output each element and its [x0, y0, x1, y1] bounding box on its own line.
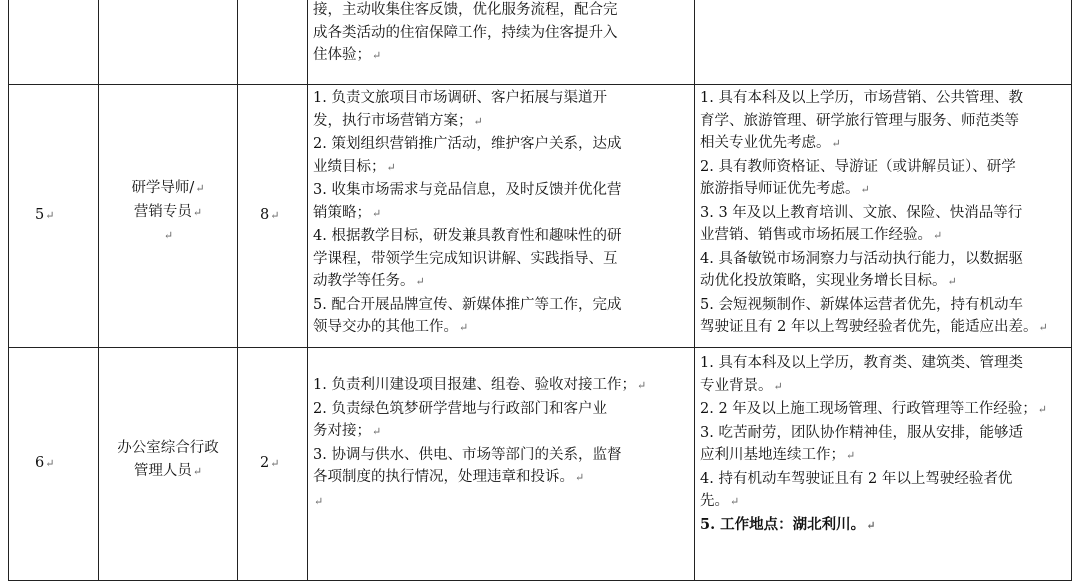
- duties-cell: [308, 85, 695, 348]
- duty-line: 接，主动收集住客反馈，优化服务流程，配合完: [313, 2, 618, 18]
- count-cell: 2↵: [238, 348, 308, 581]
- duty-line: 2. 策划组织营销推广活动，维护客户关系，达成: [313, 136, 622, 152]
- position-title: 研学导师/↵: [131, 180, 205, 196]
- duty-line: 5. 配合开展品牌宣传、新媒体推广等工作，完成: [313, 296, 622, 313]
- requirement-line: 业营销、销售或市场拓展工作经验。↵: [700, 227, 943, 243]
- duties-cell: [308, 0, 695, 85]
- count-cell: [238, 0, 308, 85]
- duty-line: 2. 负责绿色筑梦研学营地与行政部门和客户业: [313, 400, 607, 417]
- requirement-line: 4. 具备敏锐市场洞察力与活动执行能力，以数据驱: [700, 250, 1023, 267]
- duty-line: 销策略；↵: [313, 204, 382, 221]
- requirement-line: 2. 具有教师资格证、导游证（或讲解员证）、研学: [700, 158, 1016, 175]
- requirement-line: 先。↵: [700, 493, 740, 509]
- duty-line: 发，执行市场营销方案；↵: [313, 112, 483, 129]
- requirement-line: 1. 具有本科及以上学历，教育类、建筑类、管理类: [700, 355, 1023, 371]
- position-title: 办公室综合行政: [117, 440, 219, 457]
- requirements-cell: [695, 0, 1072, 85]
- position-title: 管理人员↵: [133, 462, 203, 479]
- requirement-line: 3. 吃苦耐劳，团队协作精神佳，服从安排，能够适: [700, 424, 1023, 441]
- position-title: 营销专员↵: [133, 203, 203, 220]
- row-index: 5: [35, 207, 45, 224]
- requirement-line: 2. 2 年及以上施工现场管理、行政管理等工作经验；↵: [700, 401, 1047, 417]
- duty-line: 4. 根据教学目标，研发兼具教育性和趣味性的研: [313, 228, 622, 244]
- paragraph-mark: ↵: [372, 49, 382, 62]
- requirement-line: 专业背景。↵: [700, 377, 783, 394]
- position-cell: [99, 85, 238, 348]
- table-row: [9, 85, 1072, 348]
- duty-line: 成各类活动的住宿保障工作，持续为住客提升入: [313, 24, 618, 41]
- work-location-line: 5. 工作地点：湖北利川。↵: [700, 515, 876, 533]
- duty-line: 业绩目标；↵: [313, 158, 396, 175]
- row-index: 6: [35, 455, 45, 472]
- requirements-cell: [695, 348, 1072, 581]
- row-index-cell: 6↵: [9, 348, 99, 581]
- row-index-cell: [9, 85, 99, 348]
- position-cell: [99, 348, 238, 581]
- requirement-line: 驾驶证且有 2 年以上驾驶经验者优先，能适应出差。↵: [700, 319, 1048, 335]
- requirement-line: 4. 持有机动车驾驶证且有 2 年以上驾驶经验者优: [700, 470, 1013, 487]
- paragraph-mark: ↵: [45, 209, 55, 223]
- requirement-line: 相关专业优先考虑。↵: [700, 135, 841, 151]
- duty-line: 各项制度的执行情况，处理违章和投诉。↵: [313, 469, 585, 485]
- duty-line: 住体验；↵: [313, 47, 382, 63]
- duty-line: 动教学等任务。↵: [313, 273, 425, 289]
- requirement-line: 3. 3 年及以上教育培训、文旅、保险、快消品等行: [700, 204, 1023, 221]
- requirements-cell: [695, 85, 1072, 348]
- headcount: 2: [260, 455, 270, 472]
- requirement-line: 育学、旅游管理、研学旅行管理与服务、师范类等: [700, 112, 1019, 129]
- requirement-line: 1. 具有本科及以上学历，市场营销、公共管理、教: [700, 90, 1023, 106]
- duty-line: 1. 负责利川建设项目报建、组卷、验收对接工作；↵: [313, 377, 647, 393]
- requirement-line: 动优化投放策略，实现业务增长目标。↵: [700, 273, 957, 289]
- row-index-cell: [9, 0, 99, 85]
- requirement-line: 应利川基地连续工作；↵: [700, 447, 856, 463]
- headcount: 8: [260, 207, 270, 224]
- job-table: [8, 0, 1072, 581]
- table-row: [9, 0, 1072, 85]
- table-row: [9, 348, 1072, 581]
- count-cell: 8↵: [238, 85, 308, 348]
- paragraph-mark: ↵: [163, 229, 174, 242]
- duty-line: 1. 负责文旅项目市场调研、客户拓展与渠道开: [313, 90, 607, 106]
- duty-line: 3. 协调与供水、供电、市场等部门的关系，监督: [313, 446, 622, 463]
- duty-line: 学课程，带领学生完成知识讲解、实践指导、互: [313, 250, 618, 267]
- requirement-line: 5. 会短视频制作、新媒体运营者优先，持有机动车: [700, 296, 1023, 313]
- position-cell: [99, 0, 238, 85]
- duty-line: 领导交办的其他工作。↵: [313, 319, 469, 335]
- duty-line: ↵: [314, 494, 324, 508]
- duty-line: 3. 收集市场需求与竞品信息，及时反馈并优化营: [313, 182, 622, 198]
- duties-cell: [308, 348, 695, 581]
- requirement-line: 旅游指导师证优先考虑。↵: [700, 181, 870, 197]
- duty-line: 务对接；↵: [313, 423, 382, 439]
